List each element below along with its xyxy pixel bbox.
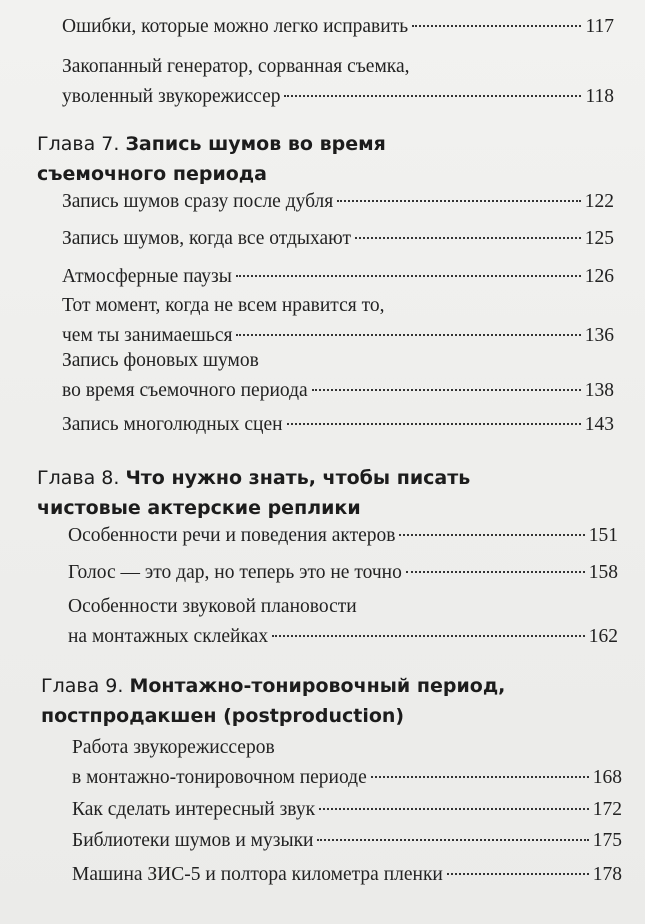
toc-entry-title: Тот момент, когда не всем нравится то, [62,295,385,316]
toc-entry [68,592,618,652]
toc-entry-page: 168 [592,767,622,788]
toc-entry-title: на монтажных склейках [68,626,269,647]
toc-entry [72,860,622,890]
chapter-title: Запись шумов во время [125,133,386,155]
toc-entry-page: 118 [585,86,614,107]
toc-entry-title: Библиотеки шумов и музыки [72,830,314,851]
toc-entry [68,558,618,588]
toc-entry [62,187,614,217]
toc-entry-title: чем ты занимаешься [62,325,233,346]
toc-entry [62,410,614,440]
chapter-number: Глава 7. [37,133,120,155]
chapter-title: Что нужно знать, чтобы писать [125,467,471,489]
dot-leader [317,839,588,841]
toc-entry-title: Ошибки, которые можно легко исправить [62,16,409,37]
chapter-title: постпродакшен (postproduction) [41,705,405,727]
toc-entry [62,52,614,112]
toc-entry-title: Работа звукорежиссеров [72,737,275,758]
dot-leader [236,275,581,277]
dot-leader [236,334,580,336]
toc-entry-page: 138 [584,380,614,401]
dot-leader [319,808,589,810]
toc-entry-page: 122 [584,191,614,212]
dot-leader [355,237,581,239]
toc-entry-page: 117 [585,16,614,37]
toc-entry-page: 126 [584,266,614,287]
dot-leader [412,25,581,27]
toc-entry-title: уволенный звукорежиссер [62,86,281,107]
toc-entry-page: 151 [588,525,618,546]
toc-entry-title: Закопанный генератор, сорванная съемка, [62,56,410,77]
dot-leader [312,389,581,391]
toc-entry [62,291,614,351]
chapter-heading [37,463,470,523]
dot-leader [272,635,585,637]
toc-entry-title: Запись фоновых шумов [62,350,259,371]
dot-leader [287,423,581,425]
toc-entry [72,826,622,856]
toc-entry-title: Особенности звуковой плановости [68,596,357,617]
toc-entry-title: во время съемочного периода [62,380,308,401]
dot-leader [371,776,589,778]
toc-entry [62,224,614,254]
toc-entry [68,521,618,551]
toc-entry [62,346,614,406]
toc-entry-title: Запись многолюдных сцен [62,414,283,435]
toc-entry-title: Голос — это дар, но теперь это не точно [68,562,402,583]
toc-entry-title: Атмосферные паузы [62,266,232,287]
dot-leader [337,200,580,202]
toc-entry-page: 175 [592,830,622,851]
toc-entry-page: 162 [588,626,618,647]
chapter-number: Глава 8. [37,467,120,489]
chapter-heading [41,671,505,731]
chapter-number: Глава 9. [41,675,124,697]
toc-entry [62,12,614,42]
toc-entry-title: Особенности речи и поведения актеров [68,525,396,546]
dot-leader [447,873,589,875]
dot-leader [399,534,584,536]
toc-entry-title: Машина ЗИС-5 и полтора километра пленки [72,864,443,885]
toc-entry [62,262,614,292]
toc-entry-page: 178 [592,864,622,885]
toc-entry [72,795,622,825]
chapter-title: чистовые актерские реплики [37,497,361,519]
chapter-title: Монтажно-тонировочный период, [129,675,506,697]
toc-entry-page: 143 [584,414,614,435]
toc-entry-page: 158 [588,562,618,583]
toc-entry-page: 172 [592,799,622,820]
toc-entry-page: 136 [584,325,614,346]
toc-entry-title: Как сделать интересный звук [72,799,316,820]
toc-entry-title: Запись шумов сразу после дубля [62,191,334,212]
dot-leader [406,571,585,573]
toc-entry-title: Запись шумов, когда все отдыхают [62,228,352,249]
chapter-heading [37,129,386,189]
toc-entry [72,733,622,793]
chapter-title: съемочного периода [37,163,267,185]
toc-entry-page: 125 [584,228,614,249]
dot-leader [284,95,581,97]
toc-entry-title: в монтажно-тонировочном периоде [72,767,367,788]
